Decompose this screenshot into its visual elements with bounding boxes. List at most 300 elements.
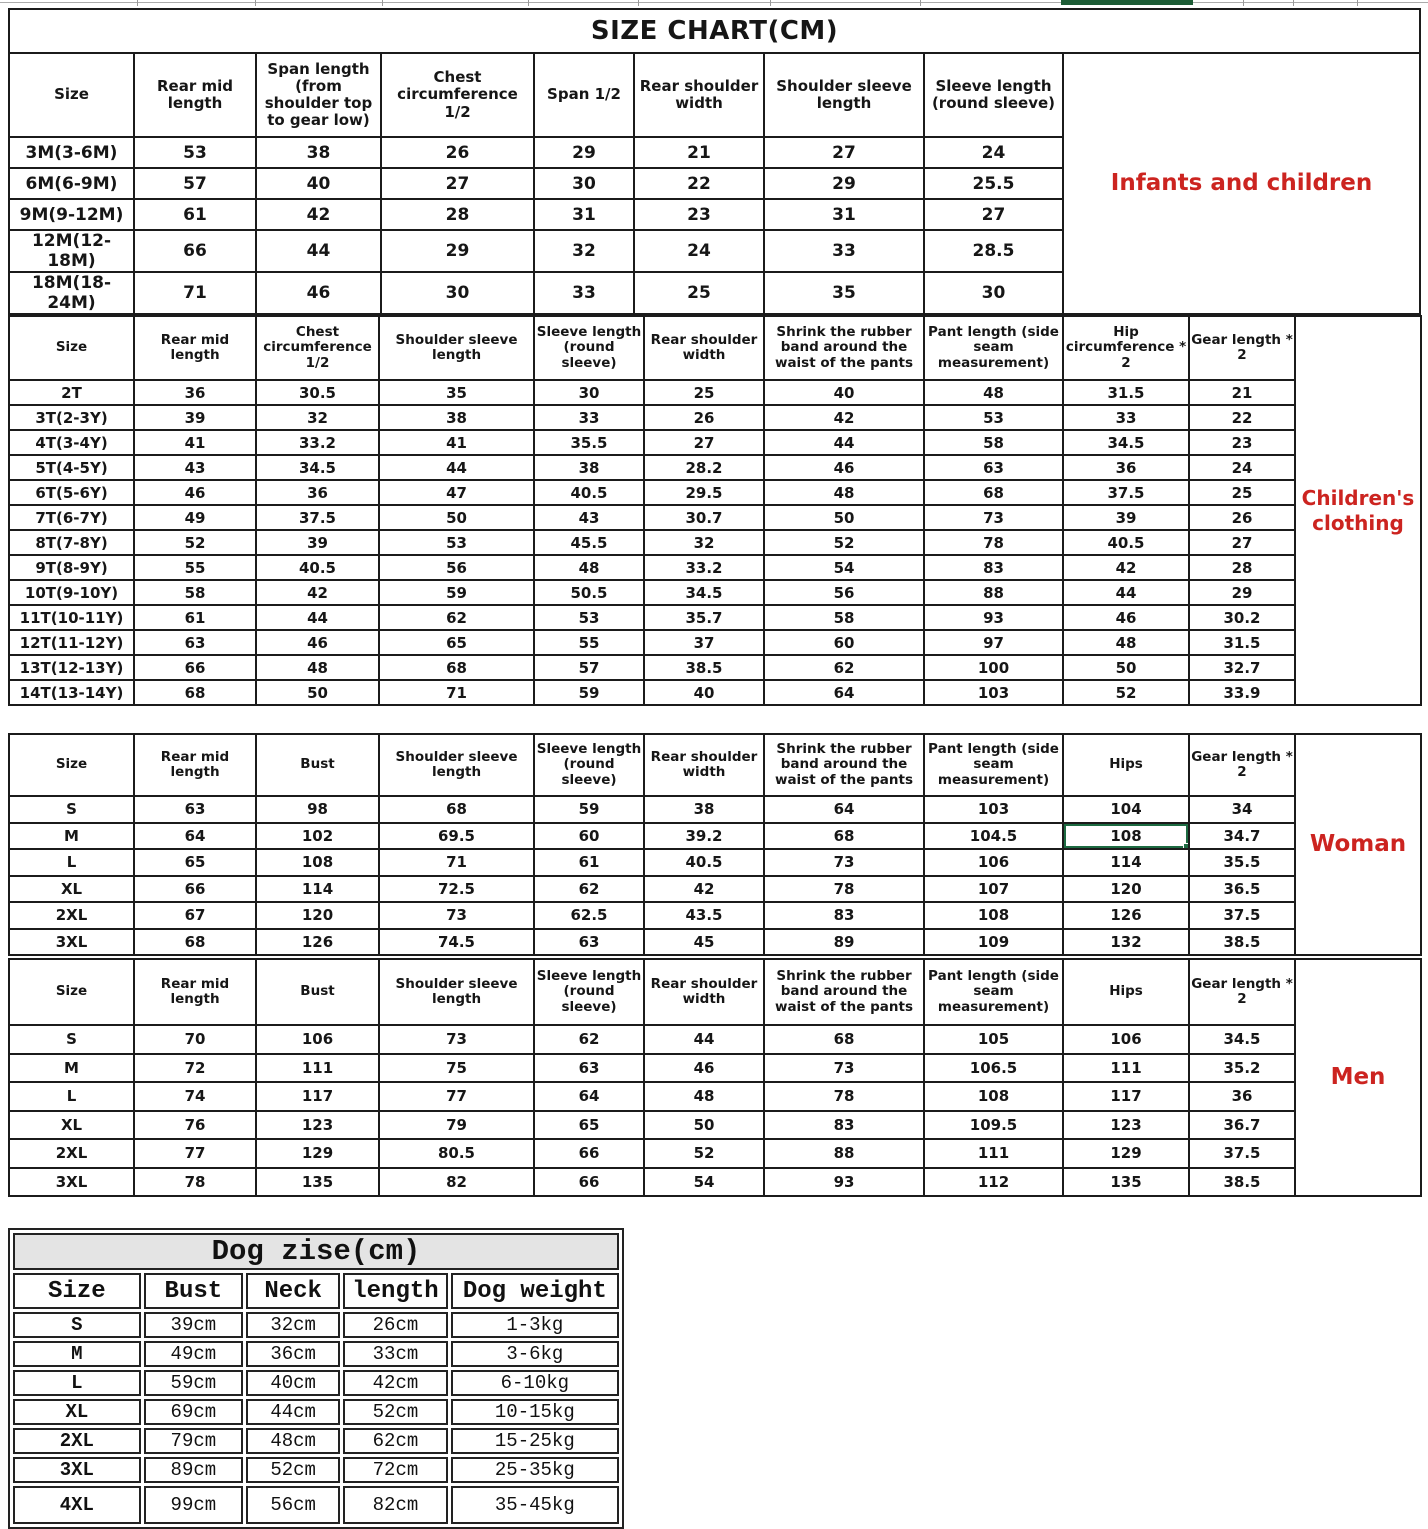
header-cell: Hips bbox=[1063, 734, 1189, 796]
measurement-cell: 28 bbox=[1189, 555, 1295, 580]
measurement-cell: 109.5 bbox=[924, 1111, 1063, 1140]
measurement-cell: 52 bbox=[644, 1139, 764, 1168]
dog-table-title: Dog zise(cm) bbox=[13, 1233, 619, 1270]
size-row-S bbox=[9, 1025, 1421, 1054]
measurement-cell: 53 bbox=[379, 530, 534, 555]
measurement-cell: 68 bbox=[764, 823, 924, 850]
size-row-9T(8-9Y) bbox=[9, 555, 1421, 580]
dog-measurement-cell: 42cm bbox=[343, 1370, 447, 1396]
measurement-cell: 65 bbox=[534, 1111, 644, 1140]
measurement-cell: 50 bbox=[256, 680, 379, 705]
measurement-cell: 52 bbox=[134, 530, 256, 555]
measurement-cell: 73 bbox=[924, 505, 1063, 530]
dog-measurement-cell: 40cm bbox=[246, 1370, 340, 1396]
measurement-cell: 93 bbox=[924, 605, 1063, 630]
size-cell: 6T(5-6Y) bbox=[9, 480, 134, 505]
size-cell: S bbox=[9, 1025, 134, 1054]
header-cell: Chest circumference 1/2 bbox=[381, 53, 534, 137]
measurement-cell: 53 bbox=[534, 605, 644, 630]
size-cell: 14T(13-14Y) bbox=[9, 680, 134, 705]
measurement-cell: 105 bbox=[924, 1025, 1063, 1054]
size-cell: 2XL bbox=[9, 902, 134, 929]
measurement-cell: 21 bbox=[634, 137, 764, 168]
header-cell: Pant length (side seam measurement) bbox=[924, 734, 1063, 796]
gridline-tick bbox=[382, 0, 383, 6]
measurement-cell: 54 bbox=[764, 555, 924, 580]
measurement-cell: 74 bbox=[134, 1082, 256, 1111]
measurement-cell: 42 bbox=[1063, 555, 1189, 580]
dog-header-cell: Neck bbox=[246, 1273, 340, 1309]
infants-children-size-table bbox=[8, 8, 1421, 315]
dog-size-row-M bbox=[13, 1341, 619, 1367]
measurement-cell: 73 bbox=[764, 849, 924, 876]
dog-size-table bbox=[8, 1228, 624, 1529]
size-row-3XL bbox=[9, 929, 1421, 956]
measurement-cell: 36 bbox=[256, 480, 379, 505]
measurement-cell: 126 bbox=[256, 929, 379, 956]
size-row-2T bbox=[9, 380, 1421, 405]
measurement-cell: 106 bbox=[256, 1025, 379, 1054]
size-row-3T(2-3Y) bbox=[9, 405, 1421, 430]
measurement-cell: 33 bbox=[764, 230, 924, 272]
header-cell: Shrink the rubber band around the waist of the pants bbox=[764, 734, 924, 796]
childrens-clothing-size-table bbox=[8, 315, 1422, 706]
measurement-cell: 34 bbox=[1189, 796, 1295, 823]
dog-size-cell: S bbox=[13, 1312, 141, 1338]
measurement-cell: 37.5 bbox=[256, 505, 379, 530]
dog-size-row-3XL bbox=[13, 1457, 619, 1483]
measurement-cell: 55 bbox=[534, 630, 644, 655]
measurement-cell: 48 bbox=[256, 655, 379, 680]
dog-measurement-cell: 25-35kg bbox=[451, 1457, 619, 1483]
measurement-cell: 24 bbox=[634, 230, 764, 272]
measurement-cell: 35 bbox=[379, 380, 534, 405]
header-cell: Sleeve length (round sleeve) bbox=[534, 316, 644, 380]
measurement-cell: 53 bbox=[134, 137, 256, 168]
measurement-cell: 46 bbox=[256, 630, 379, 655]
measurement-cell: 132 bbox=[1063, 929, 1189, 956]
size-cell: 9M(9-12M) bbox=[9, 199, 134, 230]
measurement-cell: 29 bbox=[764, 168, 924, 199]
measurement-cell: 120 bbox=[256, 902, 379, 929]
measurement-cell: 25 bbox=[1189, 480, 1295, 505]
measurement-cell: 126 bbox=[1063, 902, 1189, 929]
header-cell: Gear length * 2 bbox=[1189, 316, 1295, 380]
dog-measurement-cell: 33cm bbox=[343, 1341, 447, 1367]
measurement-cell: 53 bbox=[924, 405, 1063, 430]
measurement-cell: 30 bbox=[924, 272, 1063, 314]
measurement-cell: 30.2 bbox=[1189, 605, 1295, 630]
measurement-cell: 29 bbox=[381, 230, 534, 272]
measurement-cell: 37.5 bbox=[1063, 480, 1189, 505]
measurement-cell: 108 bbox=[924, 1082, 1063, 1111]
measurement-cell: 35.5 bbox=[1189, 849, 1295, 876]
measurement-cell: 38 bbox=[644, 796, 764, 823]
measurement-cell: 108 bbox=[256, 849, 379, 876]
size-cell: L bbox=[9, 849, 134, 876]
size-chart-title: SIZE CHART(CM) bbox=[9, 9, 1420, 53]
size-row-3XL bbox=[9, 1168, 1421, 1197]
measurement-cell: 35.5 bbox=[534, 430, 644, 455]
measurement-cell: 44 bbox=[1063, 580, 1189, 605]
measurement-cell: 60 bbox=[534, 823, 644, 850]
measurement-cell: 29.5 bbox=[644, 480, 764, 505]
measurement-cell: 30.7 bbox=[644, 505, 764, 530]
measurement-cell: 88 bbox=[764, 1139, 924, 1168]
header-cell: Gear length * 2 bbox=[1189, 959, 1295, 1025]
measurement-cell: 123 bbox=[256, 1111, 379, 1140]
dog-size-cell: M bbox=[13, 1341, 141, 1367]
measurement-cell: 75 bbox=[379, 1054, 534, 1083]
header-cell: Shoulder sleeve length bbox=[379, 734, 534, 796]
size-row-10T(9-10Y) bbox=[9, 580, 1421, 605]
measurement-cell: 34.7 bbox=[1189, 823, 1295, 850]
measurement-cell: 40.5 bbox=[1063, 530, 1189, 555]
header-cell: Shrink the rubber band around the waist of the pants bbox=[764, 959, 924, 1025]
measurement-cell: 38.5 bbox=[1189, 929, 1295, 956]
measurement-cell: 76 bbox=[134, 1111, 256, 1140]
measurement-cell: 68 bbox=[379, 796, 534, 823]
size-cell: 2T bbox=[9, 380, 134, 405]
measurement-cell: 54 bbox=[644, 1168, 764, 1197]
measurement-cell: 106 bbox=[1063, 1025, 1189, 1054]
header-cell: Gear length * 2 bbox=[1189, 734, 1295, 796]
measurement-cell: 61 bbox=[534, 849, 644, 876]
header-cell: Chest circumference 1/2 bbox=[256, 316, 379, 380]
size-row-L bbox=[9, 849, 1421, 876]
measurement-cell: 52 bbox=[1063, 680, 1189, 705]
dog-measurement-cell: 69cm bbox=[144, 1399, 243, 1425]
measurement-cell: 62 bbox=[764, 655, 924, 680]
size-cell: M bbox=[9, 1054, 134, 1083]
measurement-cell: 49 bbox=[134, 505, 256, 530]
measurement-cell: 59 bbox=[534, 680, 644, 705]
dog-header-cell: Size bbox=[13, 1273, 141, 1309]
measurement-cell: 45 bbox=[644, 929, 764, 956]
measurement-cell: 63 bbox=[134, 796, 256, 823]
size-cell: 12M(12-18M) bbox=[9, 230, 134, 272]
measurement-cell: 22 bbox=[634, 168, 764, 199]
measurement-cell: 27 bbox=[381, 168, 534, 199]
measurement-cell: 78 bbox=[764, 1082, 924, 1111]
measurement-cell: 32 bbox=[534, 230, 634, 272]
dog-size-row-L bbox=[13, 1370, 619, 1396]
measurement-cell: 25 bbox=[634, 272, 764, 314]
measurement-cell: 45.5 bbox=[534, 530, 644, 555]
measurement-cell: 88 bbox=[924, 580, 1063, 605]
measurement-cell: 106 bbox=[924, 849, 1063, 876]
measurement-cell: 71 bbox=[379, 680, 534, 705]
size-cell: 4T(3-4Y) bbox=[9, 430, 134, 455]
measurement-cell: 48 bbox=[924, 380, 1063, 405]
size-cell: XL bbox=[9, 1111, 134, 1140]
measurement-cell: 64 bbox=[134, 823, 256, 850]
header-cell: Pant length (side seam measurement) bbox=[924, 316, 1063, 380]
measurement-cell: 55 bbox=[134, 555, 256, 580]
measurement-cell: 62.5 bbox=[534, 902, 644, 929]
header-cell: Rear mid length bbox=[134, 316, 256, 380]
header-cell: Rear mid length bbox=[134, 734, 256, 796]
measurement-cell: 33 bbox=[534, 272, 634, 314]
size-cell: 2XL bbox=[9, 1139, 134, 1168]
header-cell: Rear shoulder width bbox=[644, 316, 764, 380]
size-row-6T(5-6Y) bbox=[9, 480, 1421, 505]
measurement-cell: 36 bbox=[1063, 455, 1189, 480]
measurement-cell: 64 bbox=[764, 680, 924, 705]
measurement-cell: 26 bbox=[1189, 505, 1295, 530]
measurement-cell: 36.7 bbox=[1189, 1111, 1295, 1140]
size-row-XL bbox=[9, 1111, 1421, 1140]
measurement-cell: 50.5 bbox=[534, 580, 644, 605]
size-cell: 7T(6-7Y) bbox=[9, 505, 134, 530]
measurement-cell: 111 bbox=[924, 1139, 1063, 1168]
measurement-cell: 57 bbox=[134, 168, 256, 199]
men-size-table bbox=[8, 958, 1422, 1197]
size-row-XL bbox=[9, 876, 1421, 903]
measurement-cell: 80.5 bbox=[379, 1139, 534, 1168]
measurement-cell: 79 bbox=[379, 1111, 534, 1140]
measurement-cell: 56 bbox=[379, 555, 534, 580]
measurement-cell: 30 bbox=[381, 272, 534, 314]
dog-measurement-cell: 82cm bbox=[343, 1486, 447, 1524]
measurement-cell: 117 bbox=[256, 1082, 379, 1111]
measurement-cell: 44 bbox=[256, 605, 379, 630]
measurement-cell: 39 bbox=[1063, 505, 1189, 530]
measurement-cell: 40.5 bbox=[256, 555, 379, 580]
measurement-cell: 60 bbox=[764, 630, 924, 655]
measurement-cell: 35.2 bbox=[1189, 1054, 1295, 1083]
measurement-cell: 65 bbox=[134, 849, 256, 876]
measurement-cell: 59 bbox=[534, 796, 644, 823]
measurement-cell: 33.9 bbox=[1189, 680, 1295, 705]
dog-measurement-cell: 35-45kg bbox=[451, 1486, 619, 1524]
measurement-cell: 40 bbox=[764, 380, 924, 405]
size-cell: M bbox=[9, 823, 134, 850]
dog-measurement-cell: 56cm bbox=[246, 1486, 340, 1524]
measurement-cell: 32.7 bbox=[1189, 655, 1295, 680]
measurement-cell: 46 bbox=[644, 1054, 764, 1083]
measurement-cell: 78 bbox=[924, 530, 1063, 555]
measurement-cell: 103 bbox=[924, 680, 1063, 705]
header-cell: Bust bbox=[256, 959, 379, 1025]
measurement-cell: 108 bbox=[924, 902, 1063, 929]
measurement-cell: 135 bbox=[256, 1168, 379, 1197]
measurement-cell: 33 bbox=[1063, 405, 1189, 430]
measurement-cell: 104 bbox=[1063, 796, 1189, 823]
measurement-cell: 27 bbox=[644, 430, 764, 455]
measurement-cell: 43.5 bbox=[644, 902, 764, 929]
dog-measurement-cell: 36cm bbox=[246, 1341, 340, 1367]
measurement-cell: 63 bbox=[534, 929, 644, 956]
measurement-cell: 64 bbox=[534, 1082, 644, 1111]
dog-size-cell: 3XL bbox=[13, 1457, 141, 1483]
measurement-cell: 98 bbox=[256, 796, 379, 823]
measurement-cell: 111 bbox=[1063, 1054, 1189, 1083]
measurement-cell: 25.5 bbox=[924, 168, 1063, 199]
size-cell: 6M(6-9M) bbox=[9, 168, 134, 199]
measurement-cell: 40.5 bbox=[534, 480, 644, 505]
measurement-cell: 27 bbox=[924, 199, 1063, 230]
measurement-cell: 44 bbox=[764, 430, 924, 455]
measurement-cell: 31 bbox=[534, 199, 634, 230]
measurement-cell: 39 bbox=[256, 530, 379, 555]
measurement-cell: 42 bbox=[256, 580, 379, 605]
measurement-cell: 23 bbox=[1189, 430, 1295, 455]
measurement-cell: 39.2 bbox=[644, 823, 764, 850]
gridline-tick bbox=[1293, 0, 1294, 6]
dog-measurement-cell: 79cm bbox=[144, 1428, 243, 1454]
measurement-cell: 129 bbox=[256, 1139, 379, 1168]
gridline-tick bbox=[1243, 0, 1244, 6]
measurement-cell: 71 bbox=[134, 272, 256, 314]
measurement-cell: 73 bbox=[379, 902, 534, 929]
header-cell: Rear shoulder width bbox=[644, 959, 764, 1025]
measurement-cell: 83 bbox=[924, 555, 1063, 580]
measurement-cell: 111 bbox=[256, 1054, 379, 1083]
measurement-cell: 21 bbox=[1189, 380, 1295, 405]
measurement-cell: 93 bbox=[764, 1168, 924, 1197]
measurement-cell: 135 bbox=[1063, 1168, 1189, 1197]
measurement-cell: 41 bbox=[379, 430, 534, 455]
gridline-tick bbox=[137, 0, 138, 6]
dog-measurement-cell: 89cm bbox=[144, 1457, 243, 1483]
measurement-cell: 39 bbox=[134, 405, 256, 430]
dog-measurement-cell: 1-3kg bbox=[451, 1312, 619, 1338]
measurement-cell: 34.5 bbox=[256, 455, 379, 480]
measurement-cell: 46 bbox=[256, 272, 381, 314]
size-cell: XL bbox=[9, 876, 134, 903]
measurement-cell: 66 bbox=[134, 655, 256, 680]
measurement-cell: 48 bbox=[534, 555, 644, 580]
gridline-tick bbox=[920, 0, 921, 6]
measurement-cell: 22 bbox=[1189, 405, 1295, 430]
size-cell: 3M(3-6M) bbox=[9, 137, 134, 168]
gridline-tick bbox=[1357, 0, 1358, 6]
side-label-children: Children's clothing bbox=[1295, 316, 1421, 705]
measurement-cell: 33.2 bbox=[644, 555, 764, 580]
woman-size-table bbox=[8, 733, 1422, 956]
measurement-cell: 46 bbox=[764, 455, 924, 480]
dog-size-cell: 4XL bbox=[13, 1486, 141, 1524]
measurement-cell: 25 bbox=[644, 380, 764, 405]
measurement-cell: 57 bbox=[534, 655, 644, 680]
size-row-5T(4-5Y) bbox=[9, 455, 1421, 480]
header-cell: Hip circumference * 2 bbox=[1063, 316, 1189, 380]
measurement-cell: 37.5 bbox=[1189, 1139, 1295, 1168]
measurement-cell: 46 bbox=[1063, 605, 1189, 630]
measurement-cell: 68 bbox=[134, 680, 256, 705]
measurement-cell: 32 bbox=[644, 530, 764, 555]
size-row-8T(7-8Y) bbox=[9, 530, 1421, 555]
dog-measurement-cell: 6-10kg bbox=[451, 1370, 619, 1396]
measurement-cell: 68 bbox=[924, 480, 1063, 505]
measurement-cell: 68 bbox=[764, 1025, 924, 1054]
measurement-cell: 47 bbox=[379, 480, 534, 505]
size-row-14T(13-14Y) bbox=[9, 680, 1421, 705]
measurement-cell: 82 bbox=[379, 1168, 534, 1197]
measurement-cell: 66 bbox=[534, 1139, 644, 1168]
measurement-cell: 29 bbox=[1189, 580, 1295, 605]
measurement-cell: 33 bbox=[534, 405, 644, 430]
measurement-cell: 38 bbox=[379, 405, 534, 430]
dog-measurement-cell: 3-6kg bbox=[451, 1341, 619, 1367]
dog-measurement-cell: 49cm bbox=[144, 1341, 243, 1367]
dog-size-cell: L bbox=[13, 1370, 141, 1396]
dog-header-cell: length bbox=[343, 1273, 447, 1309]
size-row-4T(3-4Y) bbox=[9, 430, 1421, 455]
measurement-cell: 24 bbox=[1189, 455, 1295, 480]
measurement-cell: 83 bbox=[764, 1111, 924, 1140]
measurement-cell: 28 bbox=[381, 199, 534, 230]
measurement-cell: 78 bbox=[134, 1168, 256, 1197]
measurement-cell: 35.7 bbox=[644, 605, 764, 630]
header-cell: Rear mid length bbox=[134, 959, 256, 1025]
size-cell: 12T(11-12Y) bbox=[9, 630, 134, 655]
size-row-13T(12-13Y) bbox=[9, 655, 1421, 680]
measurement-cell: 66 bbox=[134, 230, 256, 272]
measurement-cell: 108 bbox=[1063, 823, 1189, 850]
measurement-cell: 120 bbox=[1063, 876, 1189, 903]
measurement-cell: 48 bbox=[644, 1082, 764, 1111]
measurement-cell: 32 bbox=[256, 405, 379, 430]
dog-measurement-cell: 32cm bbox=[246, 1312, 340, 1338]
dog-size-row-S bbox=[13, 1312, 619, 1338]
measurement-cell: 38 bbox=[534, 455, 644, 480]
measurement-cell: 30 bbox=[534, 380, 644, 405]
measurement-cell: 103 bbox=[924, 796, 1063, 823]
measurement-cell: 29 bbox=[534, 137, 634, 168]
measurement-cell: 36 bbox=[1189, 1082, 1295, 1111]
measurement-cell: 44 bbox=[379, 455, 534, 480]
dog-measurement-cell: 52cm bbox=[246, 1457, 340, 1483]
measurement-cell: 72.5 bbox=[379, 876, 534, 903]
header-cell: Size bbox=[9, 53, 134, 137]
measurement-cell: 34.5 bbox=[1189, 1025, 1295, 1054]
size-row-M bbox=[9, 823, 1421, 850]
measurement-cell: 107 bbox=[924, 876, 1063, 903]
measurement-cell: 68 bbox=[379, 655, 534, 680]
size-cell: 3XL bbox=[9, 1168, 134, 1197]
measurement-cell: 42 bbox=[256, 199, 381, 230]
header-cell: Rear shoulder width bbox=[644, 734, 764, 796]
measurement-cell: 77 bbox=[379, 1082, 534, 1111]
measurement-cell: 89 bbox=[764, 929, 924, 956]
dog-size-cell: 2XL bbox=[13, 1428, 141, 1454]
measurement-cell: 77 bbox=[134, 1139, 256, 1168]
measurement-cell: 43 bbox=[134, 455, 256, 480]
measurement-cell: 62 bbox=[534, 876, 644, 903]
size-cell: 8T(7-8Y) bbox=[9, 530, 134, 555]
measurement-cell: 38.5 bbox=[644, 655, 764, 680]
size-cell: 10T(9-10Y) bbox=[9, 580, 134, 605]
dog-measurement-cell: 72cm bbox=[343, 1457, 447, 1483]
measurement-cell: 27 bbox=[764, 137, 924, 168]
size-row-12T(11-12Y) bbox=[9, 630, 1421, 655]
measurement-cell: 35 bbox=[764, 272, 924, 314]
measurement-cell: 62 bbox=[379, 605, 534, 630]
measurement-cell: 112 bbox=[924, 1168, 1063, 1197]
measurement-cell: 46 bbox=[134, 480, 256, 505]
sheet-top-gridline bbox=[0, 2, 1428, 3]
measurement-cell: 70 bbox=[134, 1025, 256, 1054]
measurement-cell: 71 bbox=[379, 849, 534, 876]
measurement-cell: 83 bbox=[764, 902, 924, 929]
measurement-cell: 34.5 bbox=[644, 580, 764, 605]
dog-measurement-cell: 62cm bbox=[343, 1428, 447, 1454]
measurement-cell: 24 bbox=[924, 137, 1063, 168]
header-cell: Bust bbox=[256, 734, 379, 796]
size-row-S bbox=[9, 796, 1421, 823]
